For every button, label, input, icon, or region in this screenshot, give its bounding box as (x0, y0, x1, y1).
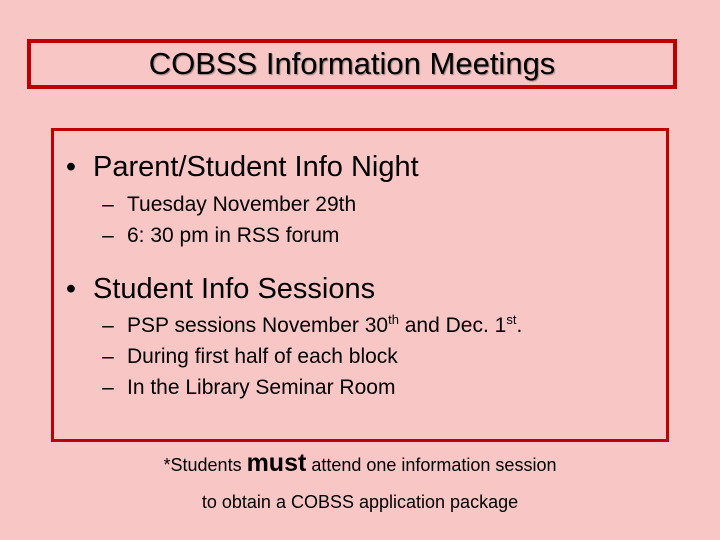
item-text: Tuesday November 29th (127, 193, 357, 216)
title-frame (27, 39, 677, 89)
heading-text: Student Info Sessions (93, 273, 376, 305)
footnote-line-1: *Students must attend one information session (163, 449, 557, 477)
dash-icon: – (102, 314, 114, 337)
emphasis-text: must (246, 449, 307, 477)
dash-icon: – (102, 345, 114, 368)
list-item (99, 376, 395, 400)
dash-icon: – (102, 224, 114, 247)
bullet-icon: • (65, 151, 77, 183)
heading-text: Parent/Student Info Night (93, 151, 419, 183)
item-text: PSP sessions November 30th and Dec. 1st. (127, 312, 523, 337)
content-frame (51, 128, 669, 442)
item-text: In the Library Seminar Room (127, 376, 396, 399)
item-text: 6: 30 pm in RSS forum (127, 224, 340, 247)
bullet-icon: • (65, 273, 77, 305)
list-item (99, 224, 339, 248)
item-text: During first half of each block (127, 345, 398, 368)
slide-title: COBSS Information Meetings (148, 46, 556, 81)
dash-icon: – (102, 376, 114, 399)
dash-icon: – (102, 193, 114, 216)
list-item (99, 193, 356, 217)
section-heading-parent-night (63, 151, 419, 184)
footnote-line-2: to obtain a COBSS application package (201, 492, 519, 512)
section-heading-info-sessions (63, 273, 375, 306)
list-item (99, 314, 522, 338)
list-item (99, 345, 398, 369)
